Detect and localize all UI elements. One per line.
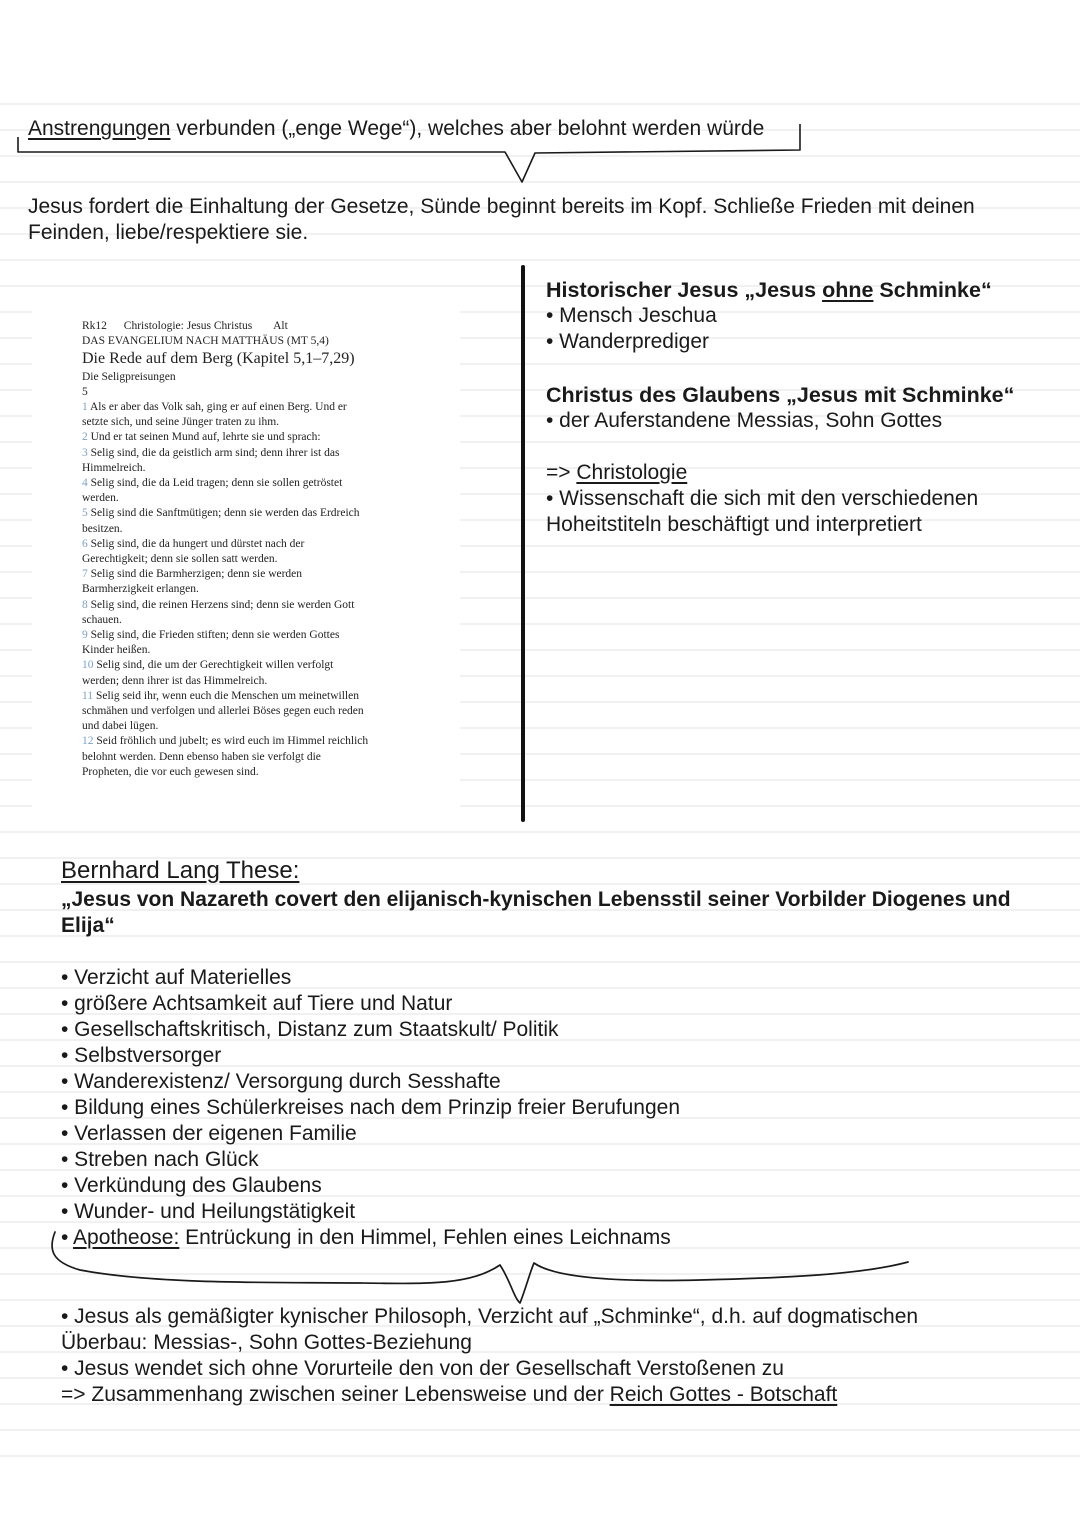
verse-line: [82, 552, 277, 567]
verse-text: Selig sind, die da hungert und dürstet nach der: [87, 537, 305, 550]
bible-excerpt-scan: [32, 298, 460, 818]
verse-text: werden; denn ihrer ist das Himmelreich.: [82, 674, 268, 687]
verse-line: [82, 704, 364, 719]
lang-bullet-item: • Verkündung des Glaubens: [61, 1174, 322, 1197]
top-paragraph-line-1: Jesus fordert die Einhaltung der Gesetze, Sünde beginnt bereits im Kopf. Schließe Frieden mit deinen: [28, 195, 975, 218]
verse-text: besitzen.: [82, 522, 123, 535]
conclusion-line-2: Überbau: Messias-, Sohn Gottes-Beziehung: [61, 1331, 472, 1354]
hist-title-part-3: Schminke“: [873, 278, 992, 302]
hist-bullet-1: • Mensch Jeschua: [546, 304, 717, 327]
scan-evangelium: DAS EVANGELIUM NACH MATTHÄUS (MT 5,4): [82, 335, 329, 347]
scan-header: [82, 319, 288, 334]
verse-line: [82, 537, 304, 552]
verse-line: [82, 522, 123, 537]
verse-text: Als er aber das Volk sah, ging er auf einen Berg. Und er: [87, 401, 347, 413]
conclusion-line-4-text: => Zusammenhang zwischen seiner Lebensweise und der: [61, 1383, 610, 1406]
anstrengungen-word: Anstrengungen: [28, 117, 171, 140]
verse-line: [82, 613, 122, 628]
verse-number: 1: [82, 401, 88, 413]
lang-bullet-item: • Wunder- und Heilungstätigkeit: [61, 1200, 356, 1223]
verse-number: 12: [82, 735, 94, 748]
apo-bullet-mark: •: [61, 1226, 74, 1249]
christologie-word: Christologie: [576, 461, 688, 484]
verse-line: [82, 430, 321, 445]
apotheose-word: Apotheose:: [73, 1226, 180, 1249]
verse-line: [82, 415, 279, 430]
top-line-1-rest: verbunden („enge Wege“), welches aber belohnt werden würde: [170, 117, 765, 140]
verse-text: setzte sich, und seine Jünger traten zu ihm.: [82, 416, 280, 429]
christus-bullet-1: • der Auferstandene Messias, Sohn Gottes: [546, 409, 943, 432]
verse-text: Kinder heißen.: [82, 644, 151, 657]
verse-line: [82, 476, 342, 491]
verse-text: Selig sind, die da Leid tragen; denn sie sollen getröstet: [87, 477, 343, 489]
verse-number: 7: [82, 568, 88, 581]
verse-line: [82, 582, 199, 597]
lang-title: Bernhard Lang These:: [61, 857, 300, 884]
verse-text: werden.: [82, 492, 119, 505]
lang-quote-line-1: „Jesus von Nazareth covert den elijanisch-kynischen Lebensstil seiner Vorbilder Diogenes und: [61, 888, 1011, 911]
verse-text: belohnt werden. Denn ebenso haben sie verfolgt die: [82, 750, 321, 763]
verse-number: 2: [82, 431, 88, 444]
verse-text: und dabei lügen.: [82, 720, 159, 733]
verse-text: Seid fröhlich und jubelt; es wird euch im Himmel reichlich: [93, 735, 369, 748]
verse-number: 3: [82, 446, 88, 459]
verse-line: [82, 400, 347, 415]
verse-text: Selig sind, die da geistlich arm sind; denn ihrer ist das: [87, 446, 340, 459]
lang-bullet-item: • Gesellschaftskritisch, Distanz zum Staatskult/ Politik: [61, 1018, 559, 1041]
verse-line: [82, 734, 368, 749]
lang-bullet-item: • Verzicht auf Materielles: [61, 966, 292, 989]
scan-chapter: 5: [82, 386, 88, 398]
apotheose-bullet: [61, 1225, 671, 1251]
verse-line: [82, 674, 267, 689]
verse-text: schmähen und verfolgen und allerlei Böses gegen euch reden: [82, 705, 364, 717]
scan-rede-title: Die Rede auf dem Berg (Kapitel 5,1–7,29): [82, 350, 355, 367]
verse-text: Himmelreich.: [82, 461, 146, 474]
lang-quote-line-2: Elija“: [61, 914, 115, 937]
christologie-heading: [546, 460, 687, 486]
verse-text: Propheten, die vor euch gewesen sind.: [82, 765, 259, 778]
conclusion-line-4: [61, 1382, 837, 1408]
verse-text: Und er tat seinen Mund auf, lehrte sie und sprach:: [87, 431, 321, 444]
arrow: =>: [546, 461, 577, 484]
top-paragraph-line-2: Feinden, liebe/respektiere sie.: [28, 221, 309, 244]
verse-line: [82, 643, 150, 658]
scan-alt: Alt: [273, 320, 288, 332]
verse-line: [82, 765, 259, 780]
verse-text: Gerechtigkeit; denn sie sollen satt werden.: [82, 553, 278, 565]
verse-text: Selig sind die Barmherzigen; denn sie werden: [87, 568, 303, 581]
verse-line: [82, 506, 360, 521]
verse-line: [82, 461, 146, 476]
christus-title: Christus des Glaubens „Jesus mit Schminke“: [546, 383, 1015, 407]
conclusion-line-3: • Jesus wendet sich ohne Vorurteile den von der Gesellschaft Verstoßenen zu: [61, 1357, 784, 1380]
verse-number: 6: [82, 537, 88, 550]
scan-section: Die Seligpreisungen: [82, 371, 176, 383]
historischer-jesus-title: [546, 277, 992, 303]
verse-line: [82, 598, 354, 613]
scan-topic: Christologie: Jesus Christus: [123, 320, 253, 332]
hist-title-part-1: Historischer Jesus „Jesus: [546, 278, 823, 302]
lang-bullet-item: • größere Achtsamkeit auf Tiere und Natur: [61, 992, 453, 1015]
verse-number: 11: [82, 689, 94, 702]
verse-line: [82, 567, 302, 582]
verse-text: schauen.: [82, 613, 122, 626]
apo-rest: Entrückung in den Himmel, Fehlen eines Leichnams: [179, 1226, 671, 1249]
christologie-bullet-1a: • Wissenschaft die sich mit den verschiedenen: [546, 487, 979, 510]
verse-number: 8: [82, 598, 88, 611]
hist-title-ohne: ohne: [822, 278, 874, 302]
verse-text: Selig sind die Sanftmütigen; denn sie werden das Erdreich: [87, 507, 360, 520]
verse-number: 10: [82, 659, 94, 672]
verse-number: 4: [82, 477, 88, 489]
top-line-1: [28, 116, 764, 142]
verse-text: Barmherzigkeit erlangen.: [82, 583, 199, 596]
christologie-bullet-1b: Hoheitstiteln beschäftigt und interpretiert: [546, 513, 922, 536]
verse-text: Selig sind, die Frieden stiften; denn sie werden Gottes: [87, 629, 340, 641]
scan-course: Rk12: [82, 320, 107, 332]
lang-bullet-item: • Wanderexistenz/ Versorgung durch Sesshafte: [61, 1070, 501, 1093]
verse-line: [82, 491, 119, 506]
verse-text: Selig sind, die um der Gerechtigkeit willen verfolgt: [93, 659, 334, 672]
conclusion-line-1: • Jesus als gemäßigter kynischer Philosoph, Verzicht auf „Schminke“, d.h. auf dogmatischen: [61, 1305, 919, 1328]
verse-line: [82, 689, 359, 704]
hist-bullet-2: • Wanderprediger: [546, 330, 709, 353]
verse-number: 5: [82, 507, 88, 520]
lang-bullet-item: • Selbstversorger: [61, 1044, 222, 1067]
verse-line: [82, 628, 339, 643]
column-divider: [521, 265, 525, 822]
verse-text: Selig seid ihr, wenn euch die Menschen um meinetwillen: [93, 689, 359, 702]
verse-line: [82, 446, 339, 461]
verse-number: 9: [82, 629, 88, 641]
lang-bullet-item: • Streben nach Glück: [61, 1148, 259, 1171]
lang-bullet-item: • Verlassen der eigenen Familie: [61, 1122, 357, 1145]
lang-bullet-item: • Bildung eines Schülerkreises nach dem Prinzip freier Berufungen: [61, 1096, 681, 1119]
verse-line: [82, 719, 158, 734]
verse-line: [82, 750, 321, 765]
verse-line: [82, 658, 333, 673]
reich-gottes-botschaft: Reich Gottes - Botschaft: [609, 1383, 838, 1406]
verse-text: Selig sind, die reinen Herzens sind; denn sie werden Gott: [87, 598, 355, 611]
